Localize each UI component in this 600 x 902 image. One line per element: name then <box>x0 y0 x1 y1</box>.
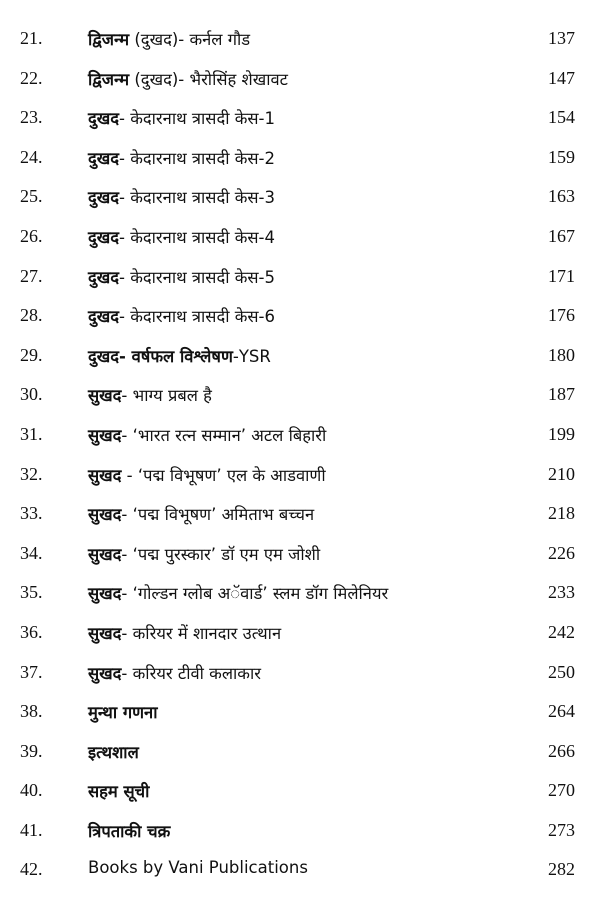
entry-number: 27. <box>20 265 43 286</box>
entry-number: 26. <box>20 225 43 246</box>
entry-title <box>88 858 308 877</box>
entry-title <box>88 423 326 446</box>
entry-title-rest: (दुखद)- कर्नल गौड <box>129 30 251 49</box>
toc-entry <box>0 258 600 298</box>
entry-title <box>88 304 275 327</box>
entry-number: 37. <box>20 661 43 682</box>
entry-title-bold: दुखद <box>88 267 120 287</box>
entry-number: 24. <box>20 146 43 167</box>
entry-number: 30. <box>20 384 43 405</box>
entry-title <box>88 779 149 802</box>
entry-title <box>88 581 388 604</box>
toc-entry <box>0 456 600 496</box>
entry-page: 282 <box>548 859 575 880</box>
entry-page: 154 <box>548 107 575 128</box>
entry-page: 242 <box>548 621 575 642</box>
entry-title-bold: दुखद <box>88 148 120 168</box>
entry-title-bold: इत्थशाल <box>88 742 139 762</box>
entry-title-rest: - ‘पद्म विभूषण’ एल के आडवाणी <box>121 465 326 485</box>
entry-title <box>88 700 157 723</box>
toc-entry <box>0 495 600 535</box>
toc-entry <box>0 337 600 377</box>
entry-title-rest: -YSR <box>232 346 271 366</box>
entry-page: 187 <box>548 384 575 405</box>
entry-title-rest: - ‘पद्म पुरस्कार’ डॉ एम एम जोशी <box>121 544 321 564</box>
entry-page: 167 <box>548 225 575 246</box>
entry-title-rest: (दुखद)- भैरोसिंह शेखावट <box>129 69 288 89</box>
entry-title-rest: - ‘भारत रत्न सम्मान’ अटल बिहारी <box>121 425 327 445</box>
toc-entry <box>0 693 600 733</box>
entry-title-bold: दुखद <box>88 109 120 129</box>
entry-title-rest: - केदारनाथ त्रासदी केस-4 <box>119 227 275 247</box>
entry-page: 250 <box>548 661 575 682</box>
toc-entry <box>0 376 600 416</box>
entry-page: 176 <box>548 305 575 326</box>
toc-entry <box>0 654 600 694</box>
toc-entry <box>0 812 600 852</box>
entry-number: 28. <box>20 305 43 326</box>
entry-page: 210 <box>548 463 575 484</box>
entry-title <box>88 27 250 50</box>
entry-number: 34. <box>20 542 43 563</box>
toc-entry <box>0 614 600 654</box>
toc-entry <box>0 851 600 891</box>
entry-page: 147 <box>548 67 575 88</box>
entry-number: 41. <box>20 819 43 840</box>
entry-page: 218 <box>548 503 575 524</box>
entry-page: 163 <box>548 186 575 207</box>
entry-title-bold: सुखद <box>88 465 122 485</box>
toc-entry <box>0 297 600 337</box>
entry-title-bold: सुखद <box>88 386 122 406</box>
entry-title-bold: द्विजन्म <box>88 69 130 89</box>
toc-entry <box>0 574 600 614</box>
entry-page: 199 <box>548 423 575 444</box>
entry-title-rest: - केदारनाथ त्रासदी केस-2 <box>119 148 275 168</box>
entry-number: 38. <box>20 701 43 722</box>
entry-title <box>88 463 326 486</box>
entry-title <box>88 740 139 763</box>
toc-entry <box>0 218 600 258</box>
entry-title-rest: - केदारनाथ त्रासदी केस-5 <box>119 267 275 287</box>
entry-title <box>88 383 212 406</box>
entry-page: 266 <box>548 740 575 761</box>
entry-number: 29. <box>20 344 43 365</box>
entry-number: 39. <box>20 740 43 761</box>
entry-page: 226 <box>548 542 575 563</box>
table-of-contents <box>0 20 600 891</box>
entry-title <box>88 344 271 367</box>
entry-title-bold: सुखद <box>88 425 122 445</box>
entry-number: 36. <box>20 621 43 642</box>
toc-entry <box>0 99 600 139</box>
entry-number: 35. <box>20 582 43 603</box>
entry-title-rest: - करियर टीवी कलाकार <box>121 663 261 683</box>
entry-title-bold: सुखद <box>88 584 122 604</box>
entry-number: 25. <box>20 186 43 207</box>
entry-title-bold: मुन्था गणना <box>88 703 158 723</box>
entry-number: 31. <box>20 423 43 444</box>
toc-entry <box>0 772 600 812</box>
toc-entry <box>0 139 600 179</box>
entry-title-bold: सुखद <box>88 663 122 683</box>
entry-title-rest: - ‘पद्म विभूषण’ अमिताभ बच्चन <box>121 505 315 525</box>
entry-page: 270 <box>548 780 575 801</box>
toc-entry <box>0 20 600 60</box>
entry-title <box>88 265 275 288</box>
toc-entry <box>0 535 600 575</box>
entry-number: 40. <box>20 780 43 801</box>
entry-title-bold: सुखद <box>88 505 122 525</box>
entry-page: 137 <box>548 28 575 48</box>
entry-page: 264 <box>548 701 575 722</box>
entry-title-bold: सहम सूची <box>88 782 150 802</box>
entry-page: 233 <box>548 582 575 603</box>
entry-title-rest: - केदारनाथ त्रासदी केस-6 <box>119 307 275 327</box>
entry-title <box>88 542 320 565</box>
entry-title-rest: - ‘गोल्डन ग्लोब अॅवार्ड’ स्लम डॉग मिलेनियर <box>121 584 389 604</box>
entry-title-bold: सुखद <box>88 623 122 643</box>
toc-entry <box>0 60 600 100</box>
entry-number: 42. <box>20 859 43 880</box>
entry-title-rest: - करियर में शानदार उत्थान <box>121 623 282 643</box>
toc-entry <box>0 416 600 456</box>
entry-title-rest: - केदारनाथ त्रासदी केस-3 <box>119 188 275 208</box>
entry-number: 32. <box>20 463 43 484</box>
entry-title-bold: दुखद <box>88 188 120 208</box>
toc-entry <box>0 733 600 773</box>
entry-number: 22. <box>20 67 43 88</box>
entry-title-bold: द्विजन्म <box>88 30 130 49</box>
entry-title-bold: दुखद <box>88 227 120 247</box>
entry-title-rest: - केदारनाथ त्रासदी केस-1 <box>119 109 275 129</box>
entry-title-bold: दुखद <box>88 307 120 327</box>
entry-title-bold: सुखद <box>88 544 122 564</box>
entry-page: 171 <box>548 265 575 286</box>
entry-title-rest: Books by Vani Publications <box>88 858 308 878</box>
entry-title-bold: त्रिपताकी चक्र <box>88 821 171 841</box>
entry-title-bold: दुखद- वर्षफल विश्लेषण <box>88 346 233 366</box>
entry-page: 180 <box>548 344 575 365</box>
entry-title <box>88 819 170 842</box>
entry-title <box>88 502 314 525</box>
entry-page: 159 <box>548 146 575 167</box>
entry-number: 23. <box>20 107 43 128</box>
entry-title <box>88 661 261 684</box>
entry-title <box>88 621 281 644</box>
entry-title <box>88 67 288 90</box>
entry-page: 273 <box>548 819 575 840</box>
entry-number: 21. <box>20 28 43 48</box>
toc-entry <box>0 178 600 218</box>
entry-title <box>88 146 275 169</box>
entry-title-rest: - भाग्य प्रबल है <box>121 386 212 406</box>
entry-number: 33. <box>20 503 43 524</box>
entry-title <box>88 185 275 208</box>
entry-title <box>88 106 275 129</box>
entry-title <box>88 225 275 248</box>
